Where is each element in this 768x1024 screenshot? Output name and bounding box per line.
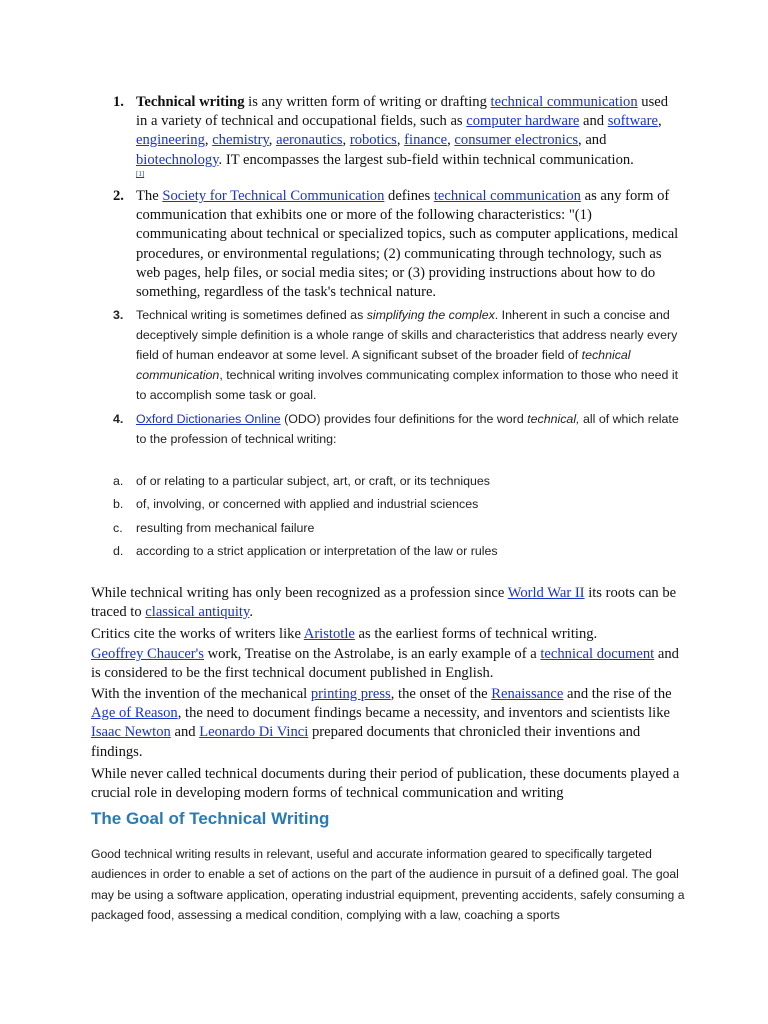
text: . IT encompasses the largest sub-field within technical communication. [218, 151, 634, 168]
link-technical-communication[interactable]: technical communication [433, 188, 581, 204]
list-number: 4. [113, 412, 124, 426]
section-body: Good technical writing results in relevant, useful and accurate information geared to specifically targeted audiences in order to enable a set of actions on the part of the audience in pursuit of a defined goal. The goal may be using a software application, operating industrial equipment, preventing accidents, safely consuming a packaged food, assessing a medical condition, complying with a law, coaching a sports [91, 847, 685, 923]
text: defines [384, 188, 434, 204]
link-age-of-reason[interactable]: Age of Reason [91, 705, 178, 722]
text: , and [578, 132, 607, 149]
text: is any written form of writing or drafting [244, 94, 491, 110]
text: prepared documents that chronicled their inventions and findings. [91, 724, 641, 760]
paragraph-critics [91, 625, 691, 644]
text: and the rise of the [563, 686, 672, 702]
link-oxford-dictionaries-online[interactable]: Oxford Dictionaries Online [136, 412, 281, 426]
list-item-2 [113, 187, 681, 302]
text: , the onset of the [390, 686, 492, 702]
link-renaissance[interactable]: Renaissance [491, 686, 564, 702]
list-item-4 [113, 409, 681, 449]
text: , [447, 132, 455, 149]
section-heading: The Goal of Technical Writing [91, 809, 330, 828]
sub-list-item [113, 541, 681, 561]
link-geoffrey-chaucer[interactable]: Geoffrey Chaucer's [91, 646, 204, 662]
list-number: 3. [113, 308, 124, 322]
text: . [249, 604, 253, 621]
sub-list-text: of or relating to a particular subject, art, or craft, or its techniques [136, 474, 490, 488]
link-aristotle[interactable]: Aristotle [303, 626, 355, 642]
link-consumer-electronics[interactable]: consumer electronics [454, 132, 579, 149]
link-printing-press[interactable]: printing press [310, 686, 391, 702]
link-chemistry[interactable]: chemistry [212, 132, 269, 149]
text: work, Treatise on the Astrolabe, is an early example of a [203, 646, 541, 662]
text: as any form of communication that exhibits one or more of the following characteristics: "(1) communicating about technical or specialized topics, such as computer applications, medical procedures, or environmental regulations; (2) communicating through technology, such as web pages, help files, or social media sites; or (3) providing instructions about how to do something, regardless of the task's technical nature. [136, 188, 679, 301]
text: (ODO) provides four definitions for the word [280, 412, 528, 426]
paragraph-printing-press [91, 685, 691, 762]
sub-list-letter: a. [113, 474, 124, 488]
link-society-for-technical-communication[interactable]: Society for Technical Communication [162, 188, 385, 204]
sub-list-text: resulting from mechanical failure [136, 521, 315, 535]
link-leonardo-di-vinci[interactable]: Leonardo Di Vinci [199, 724, 309, 741]
paragraph-history [91, 584, 691, 622]
link-biotechnology[interactable]: biotechnology [136, 151, 219, 168]
text: Technical writing is sometimes defined as [136, 308, 367, 322]
link-robotics[interactable]: robotics [349, 132, 397, 149]
text: , [342, 132, 350, 149]
paragraph-publication [91, 765, 691, 803]
text: . Inherent in such a concise and deceptively simple definition is a whole range of skills and characteristics that address nearly every field of human endeavor at some level. A significant subset of the broader field of [136, 308, 678, 362]
sub-list-item [113, 518, 681, 538]
sub-list-letter: d. [113, 544, 124, 558]
sub-list-item [113, 494, 681, 514]
link-isaac-newton[interactable]: Isaac Newton [91, 724, 171, 741]
list-number: 2. [113, 188, 124, 204]
text: , the need to document findings became a necessity, and inventors and scientists like [177, 705, 671, 722]
link-technical-document[interactable]: technical document [540, 646, 655, 662]
text: With the invention of the mechanical [91, 686, 311, 702]
footnote-ref-link[interactable]: [1] [136, 169, 145, 178]
text: and [579, 113, 608, 130]
sub-list-letter: c. [113, 521, 123, 535]
text: and [170, 724, 200, 741]
emphasis: technical communication [136, 348, 631, 382]
text: , [657, 113, 662, 130]
list-number: 1. [113, 94, 124, 110]
term-technical-writing: Technical writing [136, 94, 245, 110]
link-technical-communication[interactable]: technical communication [490, 94, 638, 110]
text: The [136, 188, 163, 204]
text: While technical writing has only been recognized as a profession since [91, 585, 508, 601]
text: , technical writing involves communicating complex information to those who need it to accomplish some task or goal. [136, 368, 679, 402]
text: , [268, 132, 277, 149]
link-classical-antiquity[interactable]: classical antiquity [145, 604, 250, 621]
emphasis: simplifying the complex [366, 308, 495, 322]
emphasis: technical, [527, 412, 580, 426]
sub-list-text: according to a strict application or interpretation of the law or rules [136, 544, 498, 558]
link-aeronautics[interactable]: aeronautics [276, 132, 343, 149]
text: its roots can be traced to [91, 585, 677, 621]
sub-list-item [113, 471, 681, 491]
link-world-war-ii[interactable]: World War II [507, 585, 585, 601]
text: While never called technical documents during their period of publication, these documents played a crucial role in developing modern forms of technical communication and writing [91, 766, 680, 802]
link-computer-hardware[interactable]: computer hardware [466, 113, 580, 130]
paragraph-chaucer [91, 645, 691, 683]
link-finance[interactable]: finance [404, 132, 448, 149]
text: , [204, 132, 213, 149]
sub-list-letter: b. [113, 497, 124, 511]
link-software[interactable]: software [607, 113, 658, 130]
text: as the earliest forms of technical writing. [354, 626, 598, 642]
text: , [396, 132, 405, 149]
list-item-1 [113, 93, 681, 189]
text: and is considered to be the first technical document published in English. [91, 646, 679, 682]
text: all of which relate to the profession of technical writing: [136, 412, 679, 446]
list-item-3 [113, 305, 681, 405]
link-engineering[interactable]: engineering [136, 132, 205, 149]
sub-list-text: of, involving, or concerned with applied and industrial sciences [136, 497, 479, 511]
text: used in a variety of technical and occupational fields, such as [136, 94, 669, 130]
text: Critics cite the works of writers like [91, 626, 304, 642]
